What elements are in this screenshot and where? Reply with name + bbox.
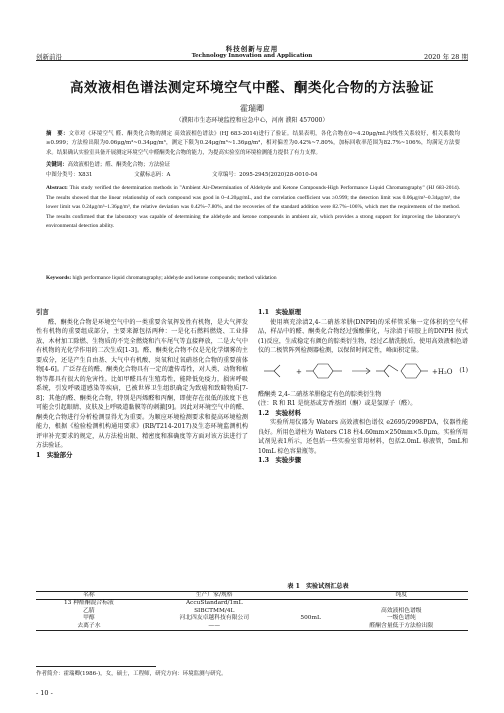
table-cell [335, 600, 468, 608]
table-cell: 500mL [300, 615, 321, 622]
table-cell: 高效液相色谱级 [381, 607, 422, 614]
abstract-cn [46, 130, 460, 158]
section-1-3-heading: 1.3 实验步骤 [258, 456, 302, 464]
left-column [36, 308, 248, 460]
abstract-cn-text: 文章对《环境空气 醛、酮类化合物的测定 高效液相色谱法》(HJ 683-2014)进行了验证。结果表明，各化合物在0~4.20μg/mL内线性关系较好，相关系数均≥0.999；方法检出限为0.06μg/m³~0.34μg/m³，测定下限为0.24μg/m³~1.36μg/m³，相对偏差为0.42%~7.80%，加标回收率范围为82.7%~106%，均满足方法要求。结果确认实验室具备开展测定环境空气中醛酮类化合物的能力，为提高实验室的环境检测能力提供了有力支撑。 [46, 131, 460, 156]
table-cell [287, 600, 335, 608]
equation-caption: 醛酮类 2,4-二硝基苯肼稳定有色的腙类衍生物 [258, 390, 382, 398]
abstract-en-label: Abstract: [46, 185, 68, 191]
affiliation: （濮阳市生态环境监控和应急中心，河南 濮阳 457000） [175, 117, 329, 124]
keywords-cn [46, 160, 460, 168]
clc-number: 中图分类号：X831 [46, 172, 93, 178]
table-cell: 乙腈 [83, 607, 95, 614]
table-cell: —— [208, 622, 221, 629]
author-footnote: 作者简介：霍瑞卿(1986-)，女，硕士，工程师，研究方向：环境监测与研究。 [36, 671, 227, 677]
table-row [36, 600, 468, 608]
table-cell: AccuStandard/1mL [185, 600, 243, 607]
equation-number: (1) [459, 366, 468, 374]
reaction-equation-graphic [258, 356, 468, 386]
author-name: 霍瑞卿 [240, 104, 264, 113]
section-1-1-heading: 1.1 实验原理 [258, 308, 302, 316]
svg-text:+: + [296, 367, 302, 376]
table-header-cell [287, 592, 335, 600]
abstract-en [46, 184, 460, 232]
table-header-cell: 纯度 [395, 592, 408, 598]
section-label: 创新前沿 [36, 53, 62, 61]
table-header-row [36, 592, 468, 600]
keywords-en-label: Keywords: [46, 275, 72, 281]
issue-label: 2020 年 28 期 [423, 53, 468, 61]
journal-name-en: Technology Innovation and Application [191, 53, 313, 59]
abstract-en-text: This study verified the determination methods in "Ambient Air-Determination of Aldehyde and Ketone Compounds-High Performance Liquid Chromatography" (HJ 683-2014). The results showed that the linear relationship of each compound was good in 0~4.20μg/mL, and the correlation coefficient was ≥0.999; the detection limit was 0.06μg/m³~0.34μg/m³, the lower limit was 0.24μg/m³~1.36μg/m³, the relative deviation was 0.42%~7.80%, and the recoveries of the standard addition were 82.7%~106%, which met the requirements of the method. The results confirmed that the laboratory was capable of determining the aldehyde and ketone compounds in ambient air, which provides a strong support for improving the laboratory's environmental detection ability. [46, 185, 460, 230]
table-caption: 表 1 实验试剂汇总表 [287, 583, 349, 590]
doc-code: 文献标志码：A [134, 172, 171, 178]
paper-title: 高效液相色谱法测定环境空气中醛、酮类化合物的方法验证 [70, 80, 434, 96]
footnote-rule [36, 666, 156, 667]
table-row [36, 623, 468, 631]
right-column [258, 308, 468, 466]
table-cell: 醛酮含量低于方法检出限 [369, 622, 434, 629]
section-1-heading: 1 实验部分 [36, 450, 73, 459]
keywords-en-text: high performance liquid chromatography; aldehyde and ketone compounds; method validation [72, 275, 277, 281]
header-rule [36, 60, 468, 61]
table-cell: 一级色谱纯 [386, 615, 416, 622]
intro-heading: 引言 [36, 308, 49, 316]
article-meta [46, 170, 460, 178]
table-cell [287, 623, 335, 631]
section-1-2-heading: 1.2 实验材料 [258, 408, 302, 417]
materials-paragraph: 实验所用仪器为 Waters 高效液相色谱仪 e2695/2998PDA，仪器性能良好。所用色谱柱为 Waters C18 柱4.60mm×250mm×5.0μm。实验所用试剂见表1所示，还包括一些实验室常用材料，包括2.0mL 移液管，5mL和10mL 棕色容量瓶等。 [258, 419, 468, 455]
keywords-cn-label: 关键词： [46, 162, 68, 168]
intro-paragraph: 醛、酮类化合物是环境空气中的一类重要含氧挥发性有机物，是大气挥发性有机物的重要组成部分，主要来源包括两种：一是化石燃料燃烧、工业排放、木材加工除燃、生物质的不完全燃烧和汽车尾气等直接释放，二是大气中有机物的光化学作用的二次生成[1-3]。醛、酮类化合物不仅是光化学烟雾的主要成分，还是产生自由基、大气中有机酸、臭氧和过氧硝基化合物的重要前体物[4-6]。广泛存在的醛、酮类化合物具有一定的遗传毒性，对人类、动物和植物等都具有很大的危害性。比如甲醛具有生殖毒性，能降低免疫力，损害呼吸系统，引发呼吸道感染等疾病，已被世界卫生组织确定为致癌和致畸物质[7-8]；其他的醛、酮类化合物，特别是丙烯醛和丙酮，即使存在很低的浓度下也可能会引起眼睛、皮肤及上呼吸道黏膜等的刺激[9]。因此对环境空气中的醛、酮类化合物进行分析检测显得尤为重要。为顺应环境检测要求和提高环境检测能力，根据《检验检测机构通用要求》(RB/T214-2017)及生态环境监测机构评审补充要求的规定，从方法检出限、精密度和准确度等方面对该方法进行了方法验证。 [36, 318, 248, 449]
table-header-cell: 名称 [83, 592, 95, 598]
table-cell: SIBCTMM/4L [194, 607, 235, 614]
table-cell: 13 种醛酮混合标液 [64, 600, 114, 607]
article-number: 文章编号：2095-2945(2020)28-0010-04 [212, 172, 318, 178]
equation-note: (注：R 和 R1 是烷基或芳香基团（酮）或是氢原子（醛）。 [258, 400, 417, 407]
table-header-cell: 生产厂家/规格 [195, 592, 233, 598]
table-row [36, 615, 468, 622]
keywords-cn-text: 高效液相色谱；醛、酮类化合物；方法验证 [67, 162, 171, 168]
keywords-en [46, 275, 460, 281]
table-cell: 甲醇 [83, 615, 95, 622]
journal-name-cn: 科技创新与应用 [225, 45, 279, 53]
table-cell [287, 608, 335, 615]
reaction-equation [258, 356, 468, 390]
reagent-table [36, 591, 468, 631]
table-cell: 河北四友卓越科技有限公司 [179, 615, 250, 622]
page-number: - 10 - [36, 689, 53, 697]
table-cell: 去离子水 [77, 622, 101, 629]
abstract-cn-label: 摘 要： [46, 131, 69, 137]
principle-paragraph: 使用填充涂渍2,4-二硝基苯肼(DNPH)的采样管采集一定体积的空气样品，样品中的醛、酮类化合物经过强酸催化，与涂渍于硅胶上的DNPH 按式(1)反应，生成稳定有颜色的腙类衍生物，经过乙腈洗脱后，使用高效液相色谱仪的二极管阵列检测器检测，以保留时间定性，峰面积定量。 [258, 318, 468, 354]
svg-text:+H₂O: +H₂O [432, 367, 453, 376]
